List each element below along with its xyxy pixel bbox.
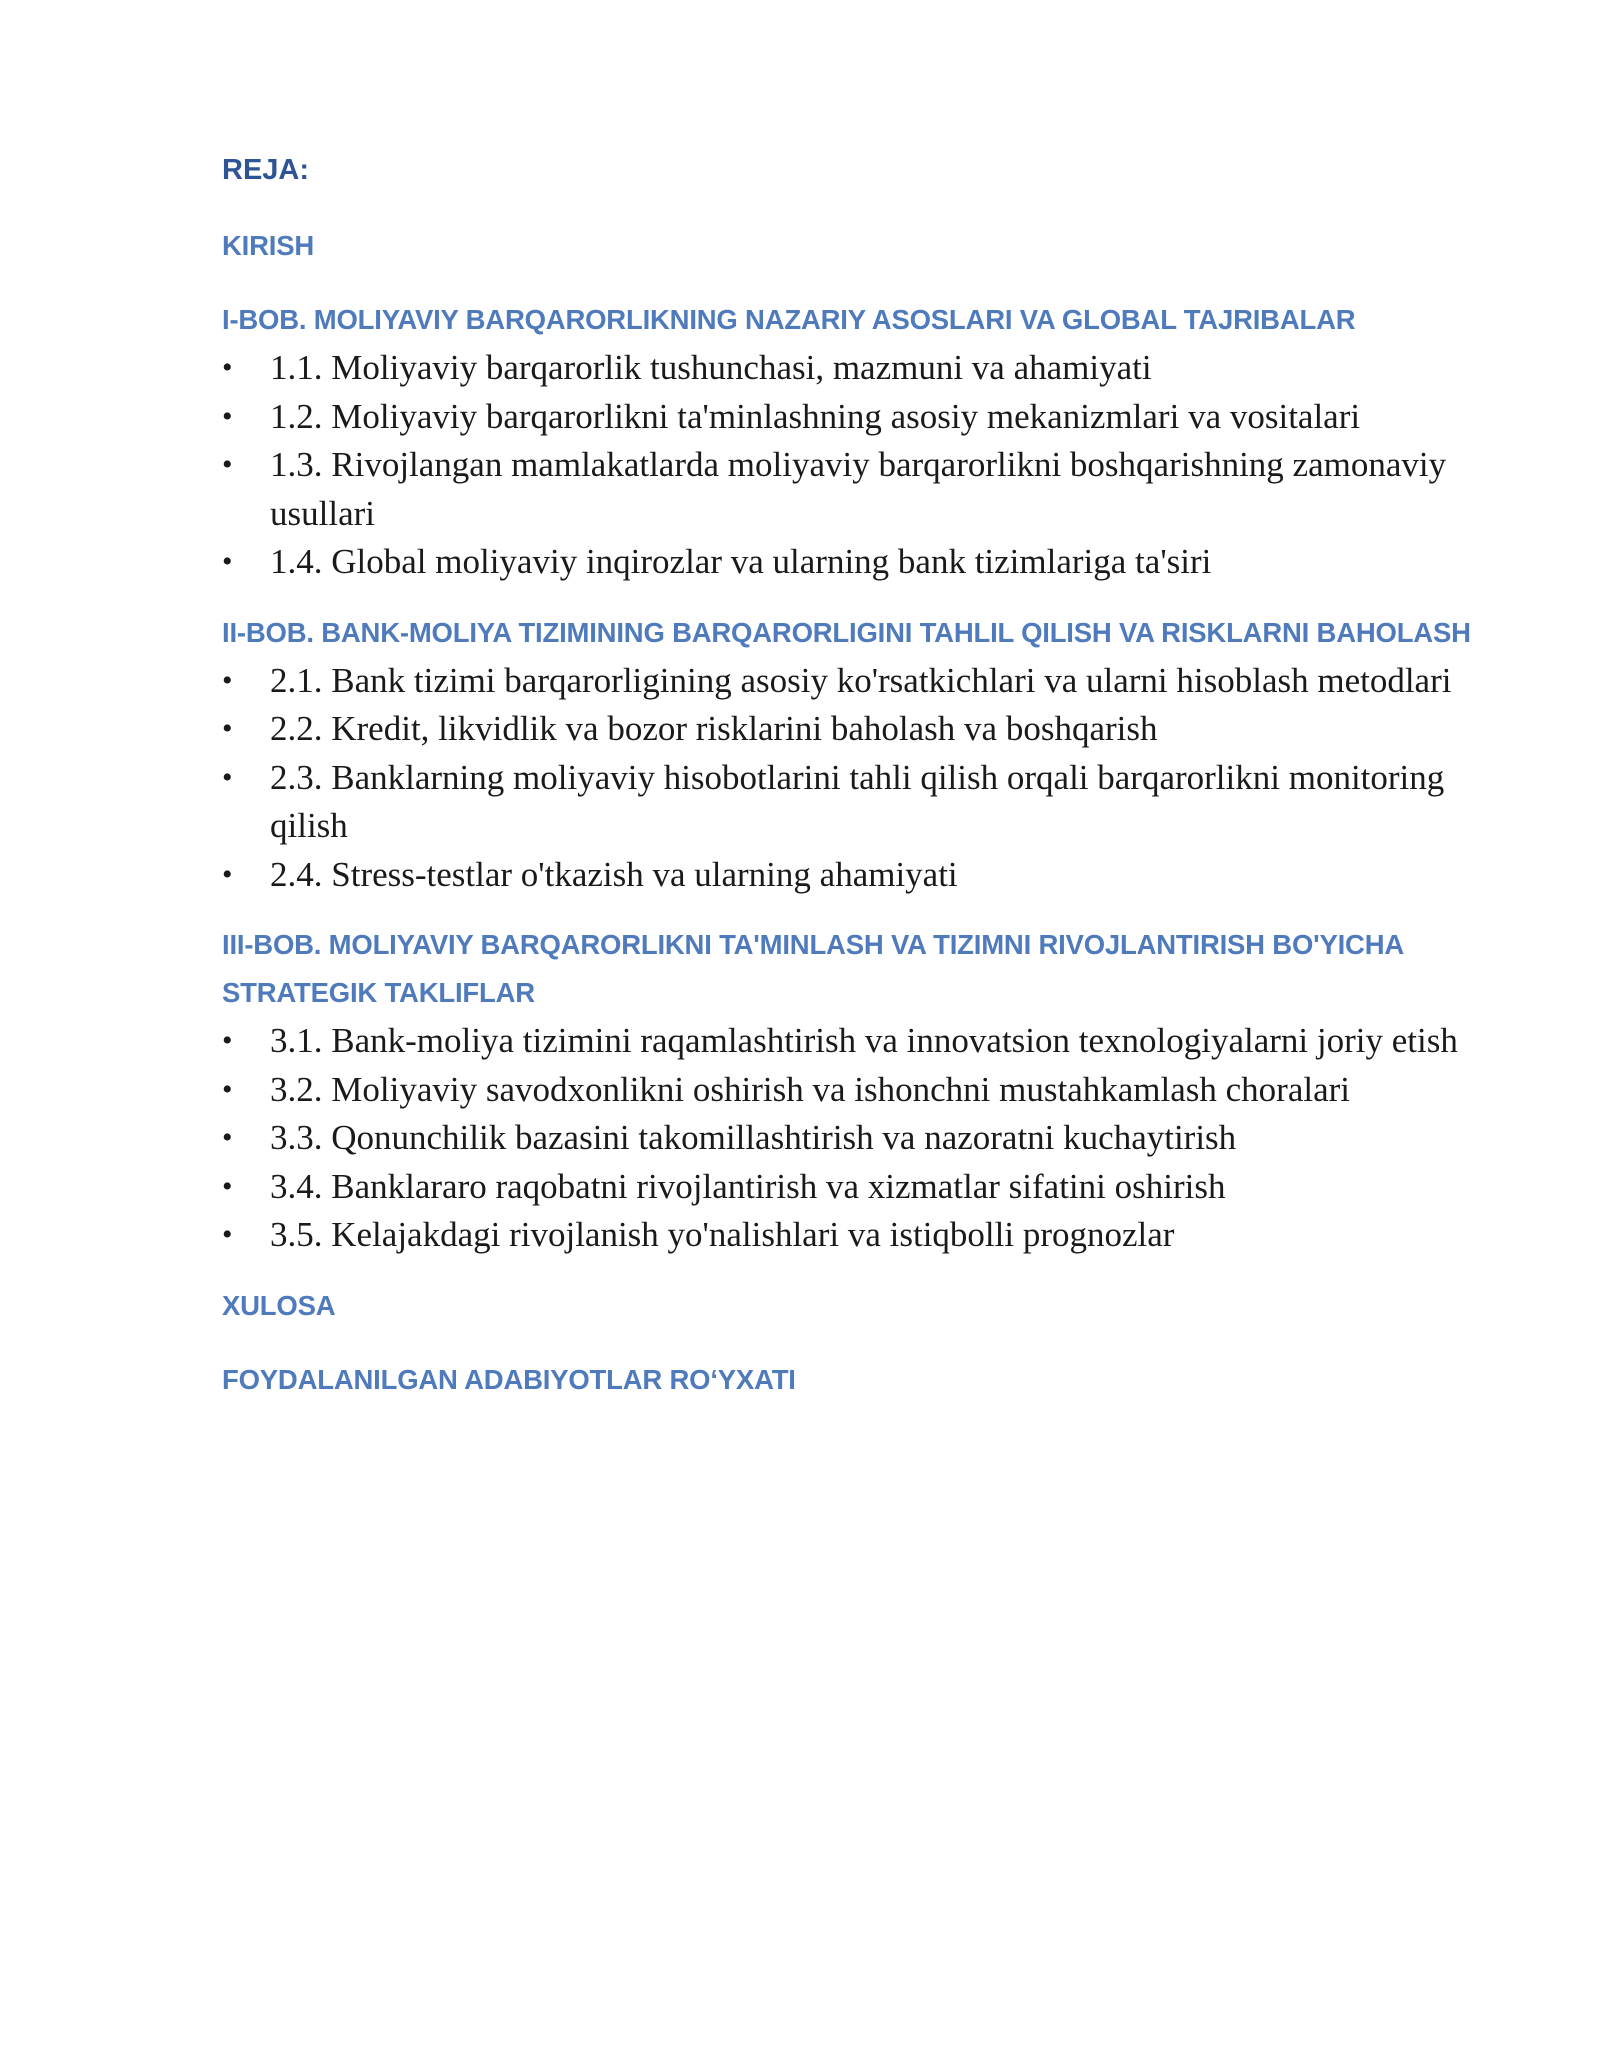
list-item [222,754,1492,851]
list-item [222,538,1492,587]
list-item [222,441,1492,538]
bullet-icon: • [222,448,233,481]
bullet-icon: • [222,1072,233,1106]
chapter-heading: II-BOB. BANK-MOLIYA TIZIMINING BARQARORLIGINI TAHLIL QILISH VA RISKLARNI BAHOLASH [222,616,1471,648]
bullet-icon: • [222,857,233,891]
chapter-item-list [222,1017,1492,1260]
list-item [222,344,1492,393]
heading-references: FOYDALANILGAN ADABIYOTLAR RO‘YXATI [222,1363,796,1395]
list-item-text: 2.4. Stress-testlar o'tkazish va ularning ahamiyati [270,854,958,894]
chapter-1 [222,296,1492,587]
chapter-2 [222,609,1492,900]
list-item-text: 1.2. Moliyaviy barqarorlikni ta'minlashning asosiy mekanizmlari va vositalari [270,396,1361,436]
list-item-text: 3.1. Bank-moliya tizimini raqamlashtirish va innovatsion texnologiyalarni joriy etish [270,1021,1458,1060]
list-item [222,705,1492,754]
bullet-icon: • [222,760,233,794]
list-item-text: 3.4. Banklararo raqobatni rivojlantirish va xizmatlar sifatini oshirish [270,1166,1226,1206]
list-item [222,1114,1492,1163]
bullet-icon: • [222,712,233,745]
document-page [222,150,1492,1404]
list-item [222,393,1492,442]
list-item [222,1017,1492,1066]
chapter-item-list [222,344,1492,587]
list-item [222,1066,1492,1115]
list-item-text: 3.3. Qonunchilik bazasini takomillashtirish va nazoratni kuchaytirish [270,1118,1237,1157]
bullet-icon: • [222,351,233,384]
page-title: REJA: [222,154,310,186]
bullet-icon: • [222,399,233,433]
list-item [222,851,1492,900]
bullet-icon: • [222,1169,233,1203]
list-item-text: 2.2. Kredit, likvidlik va bozor risklarini baholash va boshqarish [270,709,1158,748]
list-item-text: 2.3. Banklarning moliyaviy hisobotlarini tahli qilish orqali barqarorlikni monitoring qilish [270,757,1445,845]
chapter-heading: III-BOB. MOLIYAVIY BARQARORLIKNI TA'MINLASH VA TIZIMNI RIVOJLANTIRISH BO'YICHA STRATEGIK TAKLIFLAR [222,929,1404,1008]
bullet-icon: • [222,1121,233,1154]
list-item-text: 1.3. Rivojlangan mamlakatlarda moliyaviy barqarorlikni boshqarishning zamonaviy usullari [270,445,1447,533]
list-item-text: 1.4. Global moliyaviy inqirozlar va ularning bank tizimlariga ta'siri [270,542,1212,581]
list-item-text: 1.1. Moliyaviy barqarorlik tushunchasi, mazmuni va ahamiyati [270,348,1152,387]
chapter-item-list [222,657,1492,900]
list-item-text: 2.1. Bank tizimi barqarorligining asosiy ko'rsatkichlari va ularni hisoblash metodlari [270,660,1452,700]
chapter-3 [222,921,1492,1260]
list-item-text: 3.5. Kelajakdagi rivojlanish yo'nalishlari va istiqbolli prognozlar [270,1215,1175,1254]
heading-intro: KIRISH [222,230,315,261]
heading-conclusion: XULOSA [222,1289,336,1321]
chapter-heading: I-BOB. MOLIYAVIY BARQARORLIKNING NAZARIY ASOSLARI VA GLOBAL TAJRIBALAR [222,304,1356,335]
list-item-text: 3.2. Moliyaviy savodxonlikni oshirish va ishonchni mustahkamlash choralari [270,1069,1350,1109]
bullet-icon: • [222,663,233,697]
list-item [222,1211,1492,1260]
bullet-icon: • [222,1218,233,1251]
bullet-icon: • [222,545,233,578]
list-item [222,1163,1492,1212]
list-item [222,657,1492,706]
bullet-icon: • [222,1024,233,1057]
